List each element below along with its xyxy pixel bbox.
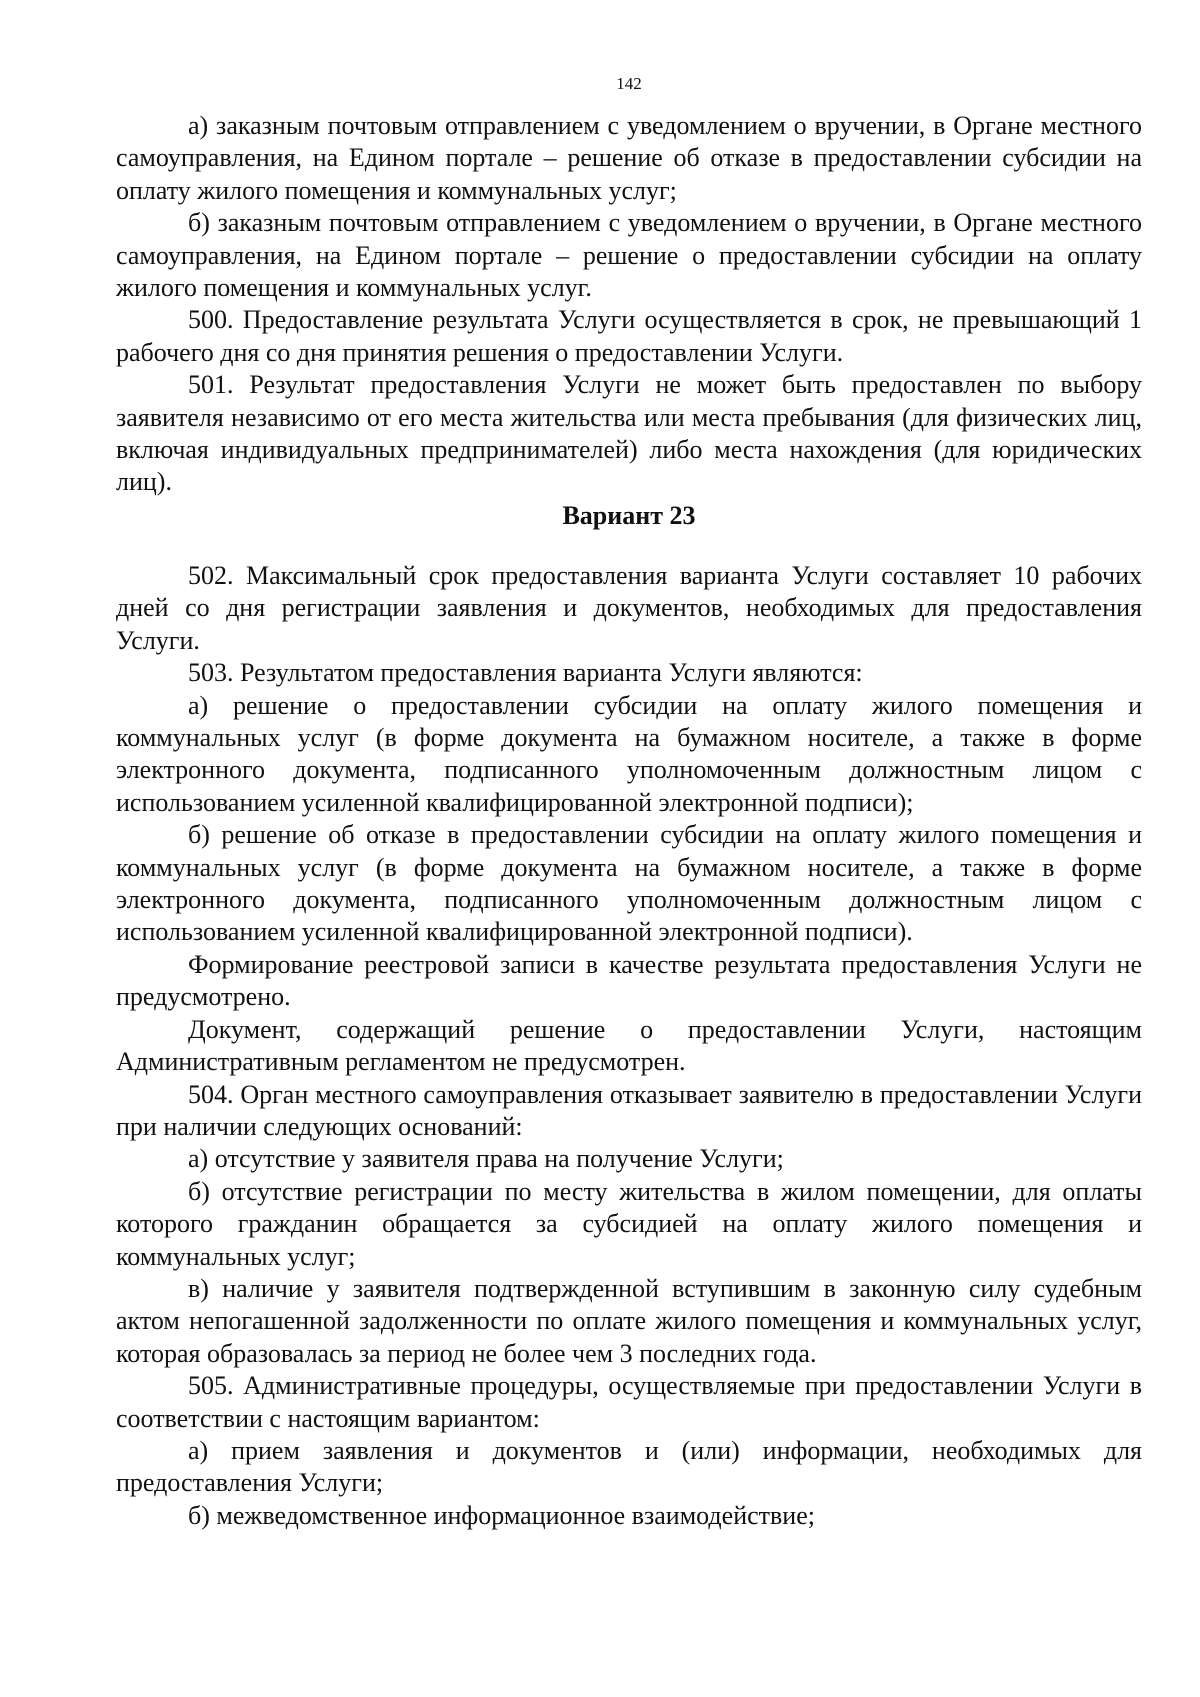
paragraph: 504. Орган местного самоуправления отказывает заявителю в предоставлении Услуги при наличии следующих оснований: (116, 1079, 1142, 1141)
paragraph: 505. Административные процедуры, осуществляемые при предоставлении Услуги в соответствии с настоящим вариантом: (116, 1371, 1142, 1433)
paragraph: а) прием заявления и документов и (или) информации, необходимых для предоставления Услуги; (116, 1435, 1142, 1498)
paragraph: б) отсутствие регистрации по месту жительства в жилом помещении, для оплаты которого гражданин обращается за субсидией на оплату жилого помещения и коммунальных услуг; (116, 1176, 1142, 1271)
page-number: 142 (616, 74, 642, 93)
paragraph: 503. Результатом предоставления варианта Услуги являются: (188, 658, 863, 688)
paragraph: а) решение о предоставлении субсидии на оплату жилого помещения и коммунальных услуг (в форме документа на бумажном носителе, а также в форме электронного документа, подписанного уполномоченным должностным лицом с использованием усиленной квалифицированной электронной подписи); (116, 690, 1142, 817)
paragraph: Формирование реестровой записи в качестве результата предоставления Услуги не предусмотрено. (116, 949, 1142, 1012)
paragraph: 501. Результат предоставления Услуги не может быть предоставлен по выбору заявителя независимо от его места жительства или места пребывания (для физических лиц, включая индивидуальных предпринимателей) либо места нахождения (для юридических лиц). (116, 370, 1142, 497)
paragraph: б) решение об отказе в предоставлении субсидии на оплату жилого помещения и коммунальных услуг (в форме документа на бумажном носителе, а также в форме электронного документа, подписанного уполномоченным должностным лицом с использованием усиленной квалифицированной электронной подписи). (116, 820, 1142, 947)
section-heading: Вариант 23 (562, 501, 696, 530)
bottom-text-block (116, 560, 1142, 1532)
paragraph: Документ, содержащий решение о предоставлении Услуги, настоящим Административным регламентом не предусмотрен. (116, 1014, 1142, 1077)
paragraph: 502. Максимальный срок предоставления варианта Услуги составляет 10 рабочих дней со дня регистрации заявления и документов, необходимых для предоставления Услуги. (116, 561, 1142, 655)
paragraph: а) отсутствие у заявителя права на получение Услуги; (188, 1144, 784, 1174)
paragraph: б) межведомственное информационное взаимодействие; (188, 1500, 815, 1530)
paragraph: в) наличие у заявителя подтвержденной вступившим в законную силу судебным актом непогашенной задолженности по оплате жилого помещения и коммунальных услуг, которая образовалась за период не более чем 3 последних года. (116, 1273, 1142, 1368)
paragraph: 500. Предоставление результата Услуги осуществляется в срок, не превышающий 1 рабочего дня со дня принятия решения о предоставлении Услуги. (116, 305, 1142, 367)
top-text-block (116, 110, 1142, 499)
paragraph: б) заказным почтовым отправлением с уведомлением о вручении, в Органе местного самоуправления, на Едином портале – решение о предоставлении субсидии на оплату жилого помещения и коммунальных услуг. (116, 208, 1142, 303)
paragraph: а) заказным почтовым отправлением с уведомлением о вручении, в Органе местного самоуправления, на Едином портале – решение об отказе в предоставлении субсидии на оплату жилого помещения и коммунальных услуг; (116, 111, 1142, 205)
